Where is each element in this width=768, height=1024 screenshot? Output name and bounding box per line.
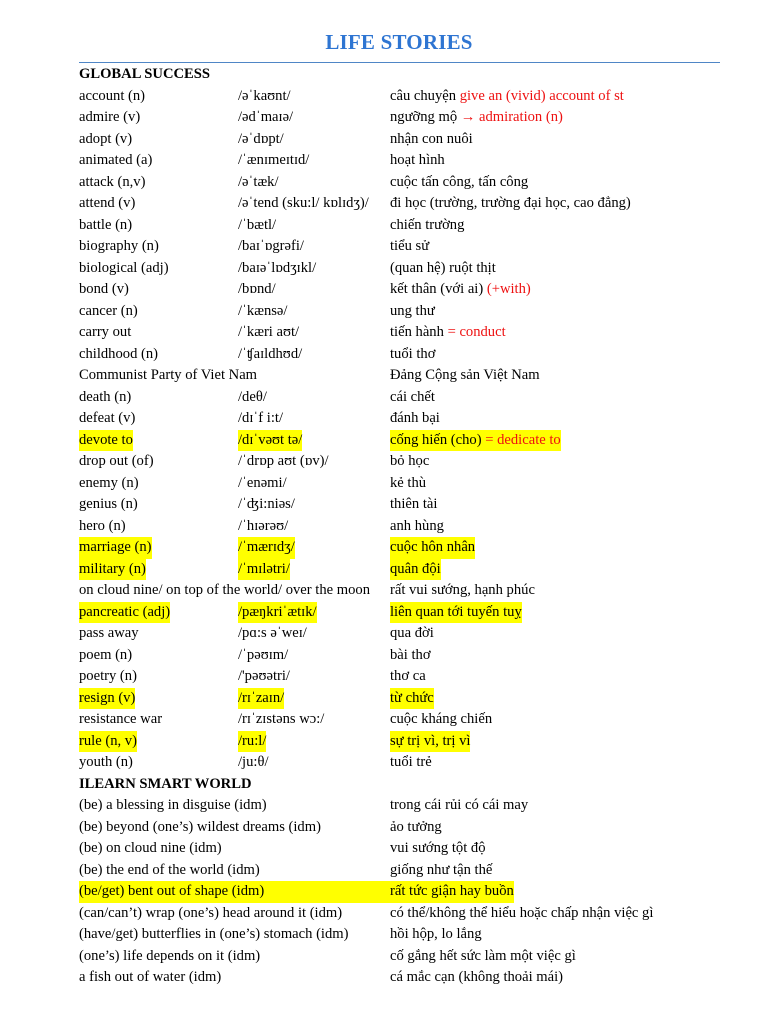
vocab-meaning xyxy=(390,236,429,258)
vocab-word: (be) beyond (one’s) wildest dreams (idm) xyxy=(79,818,321,835)
vocab-pronunciation: /ˈkæri aʊt/ xyxy=(238,324,300,340)
vocab-word: death (n) xyxy=(79,388,132,405)
vocab-row xyxy=(79,731,739,753)
meaning-text: Đảng Cộng sản Việt Nam xyxy=(390,367,540,383)
vocab-word: pancreatic (adj) xyxy=(79,602,170,624)
vocab-pronunciation: /ˈʧaɪldhʊd/ xyxy=(238,345,303,362)
vocab-word: (be/get) bent out of shape (idm) xyxy=(79,881,399,903)
meaning-text: ngưỡng mộ xyxy=(390,109,461,125)
vocab-meaning xyxy=(390,537,475,559)
vocab-meaning xyxy=(390,408,440,430)
vocab-row xyxy=(79,602,739,624)
meaning-text: rất tức giận hay buồn xyxy=(390,883,514,899)
vocab-meaning xyxy=(390,860,492,882)
vocab-pronunciation: /ˈhɪərəʊ/ xyxy=(238,517,289,534)
vocab-meaning xyxy=(390,731,470,753)
vocab-row xyxy=(79,279,739,301)
vocab-word: poem (n) xyxy=(79,646,133,663)
vocab-row xyxy=(79,838,739,860)
vocab-word: adopt (v) xyxy=(79,130,133,147)
meaning-note: (+with) xyxy=(486,281,531,297)
meaning-text: liên quan tới tuyến tuỵ xyxy=(390,603,522,620)
vocab-word: (be) a blessing in disguise (idm) xyxy=(79,797,267,813)
vocab-pronunciation: /ˈenəmi/ xyxy=(238,474,287,491)
vocab-pronunciation: /dɪˈf i:t/ xyxy=(238,410,283,426)
vocab-meaning xyxy=(390,129,473,151)
vocab-word: carry out xyxy=(79,324,132,340)
vocab-word: biological (adj) xyxy=(79,259,169,276)
meaning-text: ảo tưởng xyxy=(390,818,442,835)
vocab-word: attack (n,v) xyxy=(79,173,146,190)
vocab-row xyxy=(79,344,739,366)
vocab-row xyxy=(79,645,739,667)
meaning-text: cuộc hôn nhân xyxy=(390,539,476,555)
vocab-word: bond (v) xyxy=(79,281,129,297)
vocab-word: attend (v) xyxy=(79,195,136,211)
vocab-meaning xyxy=(390,430,561,452)
vocab-meaning xyxy=(390,946,576,968)
vocab-row xyxy=(79,215,739,237)
vocab-word: battle (n) xyxy=(79,216,133,233)
vocab-row xyxy=(79,494,739,516)
meaning-text: qua đời xyxy=(390,625,434,641)
vocab-row xyxy=(79,86,739,108)
vocab-meaning xyxy=(390,623,434,645)
vocab-meaning xyxy=(390,688,434,710)
vocab-word: military (n) xyxy=(79,559,146,581)
meaning-text: (quan hệ) ruột thịt xyxy=(390,259,496,276)
vocab-pronunciation: /rɪˈzɪstəns wɔ:/ xyxy=(238,711,325,727)
vocab-row xyxy=(79,881,739,903)
vocab-meaning xyxy=(390,451,429,473)
vocab-pronunciation: /əˈtæk/ xyxy=(238,173,279,190)
vocab-pronunciation: /ˈmærɪdʒ/ xyxy=(238,537,295,559)
meaning-text: kết thân (với ai) xyxy=(390,281,487,297)
vocab-pronunciation: /dɪˈvəʊt tə/ xyxy=(238,430,302,452)
vocab-row xyxy=(79,365,739,387)
vocab-row xyxy=(79,322,739,344)
meaning-text: tiến hành xyxy=(390,324,448,340)
meaning-text: bài thơ xyxy=(390,646,431,663)
vocab-pronunciation: /ˈmɪlətri/ xyxy=(238,559,290,581)
vocab-word: account (n) xyxy=(79,87,146,104)
vocab-meaning xyxy=(390,924,482,946)
vocab-word: genius (n) xyxy=(79,496,138,512)
meaning-text: thơ ca xyxy=(390,668,426,684)
vocab-pronunciation: /ədˈmaɪə/ xyxy=(238,109,294,125)
meaning-text: cuộc tấn công, tấn công xyxy=(390,173,529,190)
vocab-row xyxy=(79,795,739,817)
vocab-row xyxy=(79,967,739,989)
vocab-meaning xyxy=(390,838,486,860)
section-heading: GLOBAL SUCCESS xyxy=(79,66,210,82)
vocab-row xyxy=(79,172,739,194)
vocab-word: admire (v) xyxy=(79,109,141,125)
vocab-word: on cloud nine/ on top of the world/ over the moon xyxy=(79,582,371,598)
vocab-meaning xyxy=(390,645,431,667)
vocab-meaning xyxy=(390,881,514,903)
vocab-row xyxy=(79,580,739,602)
meaning-text: câu chuyện xyxy=(390,87,460,104)
meaning-text: giống như tận thế xyxy=(390,861,493,878)
vocab-pronunciation: /əˈkaʊnt/ xyxy=(238,87,291,104)
vocab-meaning xyxy=(390,322,506,344)
vocab-word: childhood (n) xyxy=(79,345,159,362)
vocab-word: resign (v) xyxy=(79,688,135,710)
meaning-note: = dedicate to xyxy=(485,431,561,448)
vocab-meaning xyxy=(390,516,444,538)
meaning-text: thiên tài xyxy=(390,496,438,512)
vocab-word: Communist Party of Viet Nam xyxy=(79,367,258,383)
vocab-row xyxy=(79,430,739,452)
vocab-pronunciation: /pɑ:s əˈweɪ/ xyxy=(238,625,307,641)
meaning-text: cống hiến (cho) xyxy=(390,431,486,448)
meaning-text: anh hùng xyxy=(390,517,444,534)
meaning-text: quân đội xyxy=(390,560,441,577)
vocab-word: defeat (v) xyxy=(79,410,136,426)
meaning-text: tiểu sử xyxy=(390,238,430,254)
vocab-meaning xyxy=(390,301,435,323)
vocab-pronunciation: /əˈtend (sku:l/ kɒlɪdʒ)/ xyxy=(238,195,369,211)
vocab-meaning xyxy=(390,344,435,366)
vocab-word: (can/can’t) wrap (one’s) head around it (idm) xyxy=(79,904,343,921)
vocab-pronunciation: /ˈʤi:niəs/ xyxy=(238,496,295,512)
vocab-meaning xyxy=(390,709,492,731)
vocab-meaning xyxy=(390,150,445,172)
vocab-meaning xyxy=(390,903,653,925)
vocab-pronunciation: /ru:l/ xyxy=(238,731,266,753)
vocab-row xyxy=(79,516,739,538)
vocab-word: biography (n) xyxy=(79,238,159,254)
vocab-row xyxy=(79,666,739,688)
vocab-pronunciation: /əˈdɒpt/ xyxy=(238,130,284,147)
vocab-word: pass away xyxy=(79,625,139,641)
vocab-word: hero (n) xyxy=(79,517,126,534)
vocab-meaning xyxy=(390,817,442,839)
vocab-pronunciation: /baɪəˈlɒdʒɪkl/ xyxy=(238,259,317,276)
vocab-pronunciation: /ˈænɪmeɪtɪd/ xyxy=(238,152,310,168)
vocab-pronunciation: /ˈpəʊɪm/ xyxy=(238,646,289,663)
meaning-text: nhận con nuôi xyxy=(390,130,473,147)
section-heading: ILEARN SMART WORLD xyxy=(79,775,252,792)
meaning-text: cố gắng hết sức làm một việc gì xyxy=(390,947,576,964)
vocab-row xyxy=(79,559,739,581)
vocab-word: marriage (n) xyxy=(79,537,152,559)
vocab-row xyxy=(79,946,739,968)
meaning-text: ung thư xyxy=(390,302,435,319)
vocab-row xyxy=(79,451,739,473)
vocab-row xyxy=(79,129,739,151)
vocab-meaning xyxy=(390,666,426,688)
vocab-word: drop out (of) xyxy=(79,453,154,469)
vocab-pronunciation: /deθ/ xyxy=(238,388,267,405)
vocab-pronunciation: /'pəʊətri/ xyxy=(238,668,290,684)
vocabulary-list xyxy=(79,64,739,989)
vocab-meaning xyxy=(390,215,464,237)
meaning-text: đánh bại xyxy=(390,410,440,426)
vocab-meaning xyxy=(390,387,435,409)
vocab-row xyxy=(79,903,739,925)
vocab-row xyxy=(79,817,739,839)
meaning-text: cuộc kháng chiến xyxy=(390,711,493,727)
meaning-text: cá mắc cạn (không thoải mái) xyxy=(390,969,564,985)
meaning-text: rất vui sướng, hạnh phúc xyxy=(390,582,535,598)
vocab-meaning xyxy=(390,279,531,301)
vocab-meaning xyxy=(390,580,535,602)
vocab-word: rule (n, v) xyxy=(79,731,137,753)
vocab-word: poetry (n) xyxy=(79,668,137,684)
meaning-text: có thể/không thể hiểu hoặc chấp nhận việc gì xyxy=(390,904,654,921)
vocab-pronunciation: /rɪˈzaɪn/ xyxy=(238,688,284,710)
vocab-pronunciation: /ju:θ/ xyxy=(238,754,269,770)
vocab-row xyxy=(79,752,739,774)
meaning-text: trong cái rủi có cái may xyxy=(390,797,529,813)
vocab-row xyxy=(79,301,739,323)
vocab-pronunciation: /bɒnd/ xyxy=(238,281,276,297)
vocab-row xyxy=(79,924,739,946)
vocab-meaning xyxy=(390,602,522,624)
vocab-word: (have/get) butterflies in (one’s) stomach (idm) xyxy=(79,926,349,942)
page-title: LIFE STORIES xyxy=(325,30,473,54)
meaning-note: = conduct xyxy=(447,324,506,340)
vocab-word: (one’s) life depends on it (idm) xyxy=(79,947,261,964)
meaning-text: hoạt hình xyxy=(390,152,445,168)
vocab-meaning xyxy=(390,473,426,495)
meaning-text: cái chết xyxy=(390,388,435,405)
vocab-pronunciation: /ˈbætl/ xyxy=(238,216,277,233)
vocab-meaning xyxy=(390,193,631,215)
meaning-text: đi học (trường, trường đại học, cao đẳng) xyxy=(390,195,631,211)
vocab-row xyxy=(79,623,739,645)
vocab-word: youth (n) xyxy=(79,754,133,770)
meaning-text: sự trị vì, trị vì xyxy=(390,732,471,749)
vocab-meaning xyxy=(390,795,528,817)
vocab-row xyxy=(79,193,739,215)
vocab-row xyxy=(79,860,739,882)
vocab-word: animated (a) xyxy=(79,152,153,168)
vocab-row xyxy=(79,387,739,409)
vocab-word: (be) the end of the world (idm) xyxy=(79,861,260,878)
meaning-text: tuổi trẻ xyxy=(390,754,432,770)
vocab-meaning xyxy=(390,494,437,516)
vocab-meaning xyxy=(390,752,432,774)
vocab-meaning xyxy=(390,107,563,129)
meaning-note: give an (vivid) account of st xyxy=(459,87,624,104)
vocab-word: enemy (n) xyxy=(79,474,139,491)
vocab-row xyxy=(79,236,739,258)
vocab-row xyxy=(79,709,739,731)
vocab-meaning xyxy=(390,365,540,387)
title-underline xyxy=(79,62,720,63)
meaning-note: → admiration (n) xyxy=(460,109,563,125)
vocab-row xyxy=(79,537,739,559)
vocab-meaning xyxy=(390,559,441,581)
vocab-meaning xyxy=(390,86,624,108)
meaning-text: từ chức xyxy=(390,689,434,706)
vocab-word: a fish out of water (idm) xyxy=(79,969,222,985)
vocab-row xyxy=(79,258,739,280)
vocab-row xyxy=(79,107,739,129)
vocab-meaning xyxy=(390,172,528,194)
vocab-word: resistance war xyxy=(79,711,163,727)
vocab-row xyxy=(79,473,739,495)
vocab-pronunciation: /baɪˈɒgrəfi/ xyxy=(238,238,304,254)
vocab-row xyxy=(79,408,739,430)
vocab-meaning xyxy=(390,967,563,989)
vocab-row xyxy=(79,688,739,710)
meaning-text: vui sướng tột độ xyxy=(390,840,486,856)
vocab-pronunciation: /ˈkænsə/ xyxy=(238,302,288,319)
meaning-text: chiến trường xyxy=(390,216,465,233)
vocab-word: cancer (n) xyxy=(79,302,138,319)
vocab-word: devote to xyxy=(79,430,133,452)
meaning-text: hồi hộp, lo lắng xyxy=(390,926,482,942)
vocab-meaning xyxy=(390,258,496,280)
vocab-pronunciation: /ˈdrɒp aʊt (ɒv)/ xyxy=(238,453,329,469)
meaning-text: kẻ thù xyxy=(390,474,427,491)
vocab-pronunciation: /pæŋkriˈætɪk/ xyxy=(238,602,317,624)
vocab-word: (be) on cloud nine (idm) xyxy=(79,840,222,856)
meaning-text: tuổi thơ xyxy=(390,345,436,362)
meaning-text: bỏ học xyxy=(390,453,430,469)
vocab-row xyxy=(79,150,739,172)
